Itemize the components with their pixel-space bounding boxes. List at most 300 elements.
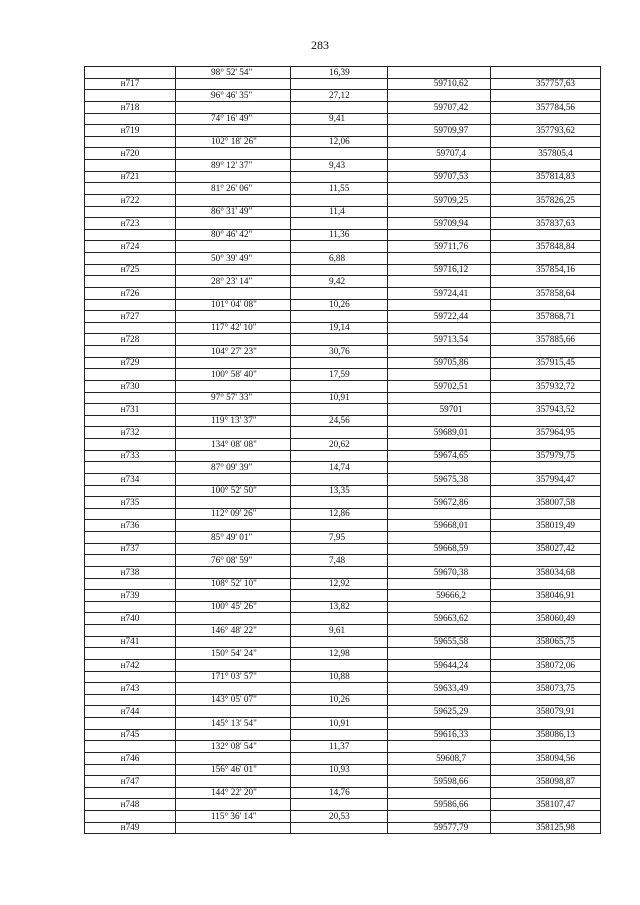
point-cell: н738 bbox=[85, 567, 176, 578]
segment-row bbox=[85, 811, 600, 823]
x-cell bbox=[388, 439, 491, 450]
x-cell bbox=[388, 346, 491, 357]
angle-cell: 104° 27' 23" bbox=[176, 346, 291, 357]
angle-cell: 108° 52' 10" bbox=[176, 579, 291, 590]
length-cell bbox=[291, 427, 388, 438]
segment-row bbox=[85, 486, 600, 498]
x-cell: 59710,62 bbox=[388, 79, 491, 90]
x-cell bbox=[388, 625, 491, 636]
length-cell: 17,59 bbox=[291, 369, 388, 380]
x-cell: 59672,86 bbox=[388, 497, 491, 508]
angle-cell: 87° 09' 39" bbox=[176, 462, 291, 473]
y-cell bbox=[491, 602, 600, 613]
y-cell: 358065,75 bbox=[535, 636, 576, 647]
x-cell: 59689,01 bbox=[388, 427, 491, 438]
segment-row bbox=[85, 439, 600, 451]
point-cell bbox=[85, 625, 176, 636]
point-cell bbox=[85, 579, 176, 590]
y-cell: 357943,52 bbox=[535, 404, 576, 414]
angle-cell: 76° 08' 59" bbox=[176, 555, 291, 566]
segment-row bbox=[85, 462, 600, 474]
x-cell: 59701 bbox=[388, 404, 491, 415]
length-cell bbox=[291, 241, 388, 252]
angle-cell: 146° 48' 22" bbox=[176, 625, 291, 636]
x-cell bbox=[388, 323, 491, 334]
point-cell bbox=[85, 393, 176, 404]
point-row bbox=[85, 172, 600, 184]
x-cell: 59707,53 bbox=[388, 172, 491, 183]
length-cell bbox=[291, 125, 388, 136]
segment-row bbox=[85, 160, 600, 172]
angle-cell: 145° 13' 54" bbox=[176, 718, 291, 729]
angle-cell: 89° 12' 37" bbox=[176, 160, 291, 171]
point-cell: н720 bbox=[85, 148, 176, 159]
length-cell: 9,43 bbox=[291, 160, 388, 171]
angle-cell: 100° 45' 26" bbox=[176, 602, 291, 613]
angle-cell: 86° 31' 49" bbox=[176, 207, 291, 218]
x-cell: 59675,38 bbox=[388, 474, 491, 485]
x-cell bbox=[388, 393, 491, 404]
x-cell: 59716,12 bbox=[388, 265, 491, 276]
y-cell: 357964,95 bbox=[535, 427, 576, 438]
angle-cell: 74° 16' 49" bbox=[176, 114, 291, 125]
length-cell: 24,56 bbox=[291, 416, 388, 427]
y-cell: 357848,84 bbox=[535, 241, 576, 252]
angle-cell bbox=[176, 544, 291, 555]
x-cell bbox=[388, 230, 491, 241]
point-row bbox=[85, 660, 600, 672]
x-cell bbox=[388, 648, 491, 659]
x-cell: 59702,51 bbox=[388, 381, 491, 392]
point-row bbox=[85, 799, 600, 811]
y-cell: 357885,66 bbox=[535, 334, 576, 345]
segment-row bbox=[85, 67, 600, 79]
y-cell bbox=[491, 648, 600, 659]
angle-cell bbox=[176, 427, 291, 438]
length-cell bbox=[291, 590, 388, 601]
length-cell: 20,53 bbox=[291, 811, 388, 822]
angle-cell bbox=[176, 102, 291, 113]
angle-cell bbox=[176, 358, 291, 369]
angle-cell bbox=[176, 195, 291, 206]
x-cell bbox=[388, 160, 491, 171]
length-cell: 13,35 bbox=[291, 486, 388, 497]
y-cell: 358086,13 bbox=[535, 729, 576, 740]
point-cell bbox=[85, 323, 176, 334]
x-cell: 59709,94 bbox=[388, 218, 491, 229]
y-cell: 358073,75 bbox=[535, 683, 576, 693]
point-cell bbox=[85, 160, 176, 171]
y-cell: 357915,45 bbox=[535, 357, 576, 368]
length-cell: 12,06 bbox=[291, 137, 388, 148]
point-row bbox=[85, 148, 600, 160]
length-cell bbox=[291, 451, 388, 462]
angle-cell bbox=[176, 660, 291, 671]
point-row bbox=[85, 776, 600, 788]
x-cell: 59705,86 bbox=[388, 358, 491, 369]
x-cell: 59668,59 bbox=[388, 544, 491, 555]
point-cell: н721 bbox=[85, 172, 176, 183]
angle-cell: 28° 23' 14" bbox=[176, 276, 291, 287]
point-cell: н724 bbox=[85, 241, 176, 252]
point-cell bbox=[85, 648, 176, 659]
x-cell: 59713,54 bbox=[388, 334, 491, 345]
point-row bbox=[85, 218, 600, 230]
y-cell bbox=[491, 300, 600, 311]
point-cell bbox=[85, 416, 176, 427]
point-cell bbox=[85, 346, 176, 357]
x-cell bbox=[388, 462, 491, 473]
x-cell: 59707,42 bbox=[388, 102, 491, 113]
y-cell bbox=[491, 276, 600, 287]
angle-cell bbox=[176, 567, 291, 578]
length-cell bbox=[291, 497, 388, 508]
x-cell bbox=[388, 300, 491, 311]
angle-cell: 132° 08' 54" bbox=[176, 741, 291, 752]
y-cell bbox=[491, 625, 600, 636]
y-cell: 357784,56 bbox=[535, 101, 576, 112]
angle-cell: 150° 54' 24" bbox=[176, 648, 291, 659]
segment-row bbox=[85, 230, 600, 242]
length-cell: 11,55 bbox=[291, 183, 388, 194]
point-cell: н727 bbox=[85, 311, 176, 322]
x-cell: 59625,29 bbox=[388, 706, 491, 717]
point-row bbox=[85, 334, 600, 346]
point-cell: н746 bbox=[85, 753, 176, 764]
angle-cell bbox=[176, 497, 291, 508]
angle-cell bbox=[176, 265, 291, 276]
point-cell bbox=[85, 509, 176, 520]
length-cell: 9,41 bbox=[291, 114, 388, 125]
y-cell: 358046,91 bbox=[535, 590, 576, 600]
point-cell bbox=[85, 811, 176, 822]
y-cell bbox=[491, 253, 600, 264]
angle-cell: 119° 13' 37" bbox=[176, 416, 291, 427]
length-cell bbox=[291, 613, 388, 624]
y-cell bbox=[491, 788, 600, 799]
angle-cell bbox=[176, 683, 291, 694]
point-row bbox=[85, 404, 600, 416]
point-cell: н737 bbox=[85, 544, 176, 555]
point-row bbox=[85, 823, 600, 834]
point-cell bbox=[85, 183, 176, 194]
point-cell bbox=[85, 207, 176, 218]
angle-cell bbox=[176, 79, 291, 90]
length-cell: 10,88 bbox=[291, 672, 388, 683]
x-cell bbox=[388, 509, 491, 520]
point-cell bbox=[85, 462, 176, 473]
y-cell: 357858,64 bbox=[535, 287, 576, 298]
length-cell: 11,37 bbox=[291, 741, 388, 752]
segment-row bbox=[85, 346, 600, 358]
y-cell bbox=[491, 695, 600, 706]
y-cell bbox=[491, 230, 600, 241]
length-cell: 20,62 bbox=[291, 439, 388, 450]
x-cell: 59709,25 bbox=[388, 195, 491, 206]
y-cell: 357854,16 bbox=[535, 264, 576, 275]
angle-cell bbox=[176, 381, 291, 392]
y-cell: 358019,49 bbox=[535, 520, 576, 531]
x-cell bbox=[388, 114, 491, 125]
point-cell bbox=[85, 439, 176, 450]
point-cell: н730 bbox=[85, 381, 176, 392]
length-cell bbox=[291, 148, 388, 159]
length-cell: 27,12 bbox=[291, 90, 388, 101]
segment-row bbox=[85, 276, 600, 288]
segment-row bbox=[85, 579, 600, 591]
angle-cell bbox=[176, 823, 291, 834]
angle-cell bbox=[176, 451, 291, 462]
y-cell: 357994,47 bbox=[535, 473, 576, 484]
angle-cell bbox=[176, 730, 291, 741]
x-cell bbox=[388, 532, 491, 543]
y-cell: 357837,63 bbox=[535, 218, 576, 228]
length-cell bbox=[291, 730, 388, 741]
point-cell bbox=[85, 369, 176, 380]
segment-row bbox=[85, 625, 600, 637]
length-cell bbox=[291, 102, 388, 113]
angle-cell: 50° 39' 49" bbox=[176, 253, 291, 264]
segment-row bbox=[85, 672, 600, 684]
y-cell bbox=[491, 369, 600, 380]
y-cell bbox=[491, 811, 600, 822]
point-cell: н728 bbox=[85, 334, 176, 345]
point-row bbox=[85, 265, 600, 277]
length-cell: 30,76 bbox=[291, 346, 388, 357]
y-cell bbox=[491, 114, 600, 125]
angle-cell bbox=[176, 706, 291, 717]
x-cell bbox=[388, 811, 491, 822]
point-row bbox=[85, 753, 600, 765]
x-cell bbox=[388, 765, 491, 776]
point-cell: н747 bbox=[85, 776, 176, 787]
length-cell bbox=[291, 706, 388, 717]
y-cell bbox=[491, 579, 600, 590]
y-cell: 358034,68 bbox=[535, 566, 576, 577]
angle-cell bbox=[176, 218, 291, 229]
length-cell bbox=[291, 660, 388, 671]
point-row bbox=[85, 637, 600, 649]
point-row bbox=[85, 451, 600, 463]
point-cell: н748 bbox=[85, 799, 176, 810]
angle-cell: 115° 36' 14" bbox=[176, 811, 291, 822]
angle-cell bbox=[176, 753, 291, 764]
point-cell: н719 bbox=[85, 125, 176, 136]
x-cell: 59722,44 bbox=[388, 311, 491, 322]
point-cell: н744 bbox=[85, 706, 176, 717]
page-number: 283 bbox=[311, 38, 329, 52]
y-cell bbox=[491, 346, 600, 357]
x-cell: 59663,62 bbox=[388, 613, 491, 624]
y-cell: 357814,83 bbox=[535, 171, 576, 182]
x-cell bbox=[388, 555, 491, 566]
point-row bbox=[85, 683, 600, 695]
x-cell: 59711,76 bbox=[388, 241, 491, 252]
segment-row bbox=[85, 183, 600, 195]
y-cell bbox=[491, 439, 600, 450]
x-cell: 59709,97 bbox=[388, 125, 491, 136]
point-cell: н733 bbox=[85, 451, 176, 462]
length-cell: 14,76 bbox=[291, 788, 388, 799]
point-cell bbox=[85, 253, 176, 264]
length-cell bbox=[291, 567, 388, 578]
y-cell: 358060,49 bbox=[535, 613, 576, 624]
length-cell: 12,86 bbox=[291, 509, 388, 520]
length-cell: 6,88 bbox=[291, 253, 388, 264]
length-cell: 19,14 bbox=[291, 323, 388, 334]
length-cell bbox=[291, 218, 388, 229]
angle-cell bbox=[176, 520, 291, 531]
point-cell bbox=[85, 602, 176, 613]
angle-cell: 143° 05' 07" bbox=[176, 695, 291, 706]
x-cell: 59608,7 bbox=[388, 753, 491, 764]
segment-row bbox=[85, 207, 600, 219]
y-cell bbox=[491, 393, 600, 404]
x-cell bbox=[388, 416, 491, 427]
x-cell bbox=[388, 253, 491, 264]
angle-cell bbox=[176, 311, 291, 322]
angle-cell bbox=[176, 404, 291, 415]
y-cell bbox=[491, 532, 600, 543]
point-cell: н734 bbox=[85, 474, 176, 485]
y-cell: 358107,47 bbox=[535, 799, 576, 810]
x-cell: 59668,01 bbox=[388, 520, 491, 531]
point-cell: н736 bbox=[85, 520, 176, 531]
x-cell: 59666,2 bbox=[388, 590, 491, 601]
segment-row bbox=[85, 555, 600, 567]
x-cell: 59707,4 bbox=[388, 148, 491, 159]
angle-cell: 171° 03' 57" bbox=[176, 672, 291, 683]
x-cell bbox=[388, 369, 491, 380]
point-cell bbox=[85, 300, 176, 311]
y-cell: 358027,42 bbox=[535, 543, 576, 554]
length-cell bbox=[291, 776, 388, 787]
length-cell bbox=[291, 195, 388, 206]
y-cell bbox=[491, 416, 600, 427]
length-cell bbox=[291, 79, 388, 90]
x-cell bbox=[388, 672, 491, 683]
length-cell: 10,91 bbox=[291, 393, 388, 404]
segment-row bbox=[85, 300, 600, 312]
length-cell bbox=[291, 358, 388, 369]
y-cell bbox=[491, 67, 600, 78]
point-cell bbox=[85, 695, 176, 706]
length-cell: 14,74 bbox=[291, 462, 388, 473]
x-cell bbox=[388, 718, 491, 729]
x-cell bbox=[388, 90, 491, 101]
length-cell bbox=[291, 683, 388, 694]
segment-row bbox=[85, 788, 600, 800]
angle-cell: 100° 52' 50" bbox=[176, 486, 291, 497]
point-row bbox=[85, 474, 600, 486]
angle-cell bbox=[176, 288, 291, 299]
length-cell: 10,26 bbox=[291, 695, 388, 706]
coordinates-table bbox=[84, 66, 601, 834]
point-row bbox=[85, 195, 600, 207]
point-cell bbox=[85, 230, 176, 241]
point-cell: н735 bbox=[85, 497, 176, 508]
y-cell bbox=[491, 462, 600, 473]
angle-cell: 97° 57' 33" bbox=[176, 393, 291, 404]
point-cell bbox=[85, 788, 176, 799]
point-cell: н722 bbox=[85, 195, 176, 206]
length-cell: 11,4 bbox=[291, 207, 388, 218]
point-cell bbox=[85, 555, 176, 566]
point-row bbox=[85, 125, 600, 137]
point-row bbox=[85, 590, 600, 602]
length-cell: 10,26 bbox=[291, 300, 388, 311]
angle-cell: 100° 58' 40" bbox=[176, 369, 291, 380]
y-cell: 357979,75 bbox=[535, 450, 576, 461]
x-cell: 59586,66 bbox=[388, 799, 491, 810]
x-cell bbox=[388, 207, 491, 218]
length-cell: 13,82 bbox=[291, 602, 388, 613]
segment-row bbox=[85, 253, 600, 265]
length-cell bbox=[291, 823, 388, 834]
point-cell: н739 bbox=[85, 590, 176, 601]
length-cell bbox=[291, 334, 388, 345]
segment-row bbox=[85, 369, 600, 381]
angle-cell bbox=[176, 241, 291, 252]
point-cell bbox=[85, 532, 176, 543]
segment-row bbox=[85, 90, 600, 102]
length-cell: 7,95 bbox=[291, 532, 388, 543]
segment-row bbox=[85, 509, 600, 521]
y-cell bbox=[491, 509, 600, 520]
y-cell bbox=[491, 183, 600, 194]
angle-cell bbox=[176, 474, 291, 485]
segment-row bbox=[85, 416, 600, 428]
length-cell: 9,42 bbox=[291, 276, 388, 287]
x-cell: 59670,38 bbox=[388, 567, 491, 578]
y-cell: 358094,56 bbox=[535, 752, 576, 763]
point-row bbox=[85, 241, 600, 253]
y-cell bbox=[491, 137, 600, 148]
y-cell: 357793,62 bbox=[535, 125, 576, 135]
length-cell bbox=[291, 544, 388, 555]
angle-cell: 96° 46' 35" bbox=[176, 90, 291, 101]
length-cell bbox=[291, 288, 388, 299]
angle-cell: 112° 09' 26" bbox=[176, 509, 291, 520]
point-cell: н726 bbox=[85, 288, 176, 299]
angle-cell bbox=[176, 148, 291, 159]
x-cell: 59644,24 bbox=[388, 660, 491, 671]
segment-row bbox=[85, 532, 600, 544]
segment-row bbox=[85, 695, 600, 707]
length-cell bbox=[291, 265, 388, 276]
point-row bbox=[85, 613, 600, 625]
point-cell bbox=[85, 486, 176, 497]
angle-cell: 85° 49' 01" bbox=[176, 532, 291, 543]
y-cell: 357932,72 bbox=[535, 380, 576, 391]
point-row bbox=[85, 427, 600, 439]
y-cell bbox=[491, 160, 600, 171]
y-cell: 357805,4 bbox=[538, 148, 573, 159]
point-cell bbox=[85, 672, 176, 683]
y-cell bbox=[491, 555, 600, 566]
length-cell bbox=[291, 381, 388, 392]
angle-cell: 80° 46' 42" bbox=[176, 230, 291, 241]
point-row bbox=[85, 311, 600, 323]
segment-row bbox=[85, 323, 600, 335]
point-cell bbox=[85, 718, 176, 729]
point-row bbox=[85, 102, 600, 114]
point-row bbox=[85, 544, 600, 556]
x-cell bbox=[388, 486, 491, 497]
point-cell bbox=[85, 137, 176, 148]
y-cell: 358079,91 bbox=[535, 706, 576, 717]
angle-cell: 81° 26' 06" bbox=[176, 183, 291, 194]
